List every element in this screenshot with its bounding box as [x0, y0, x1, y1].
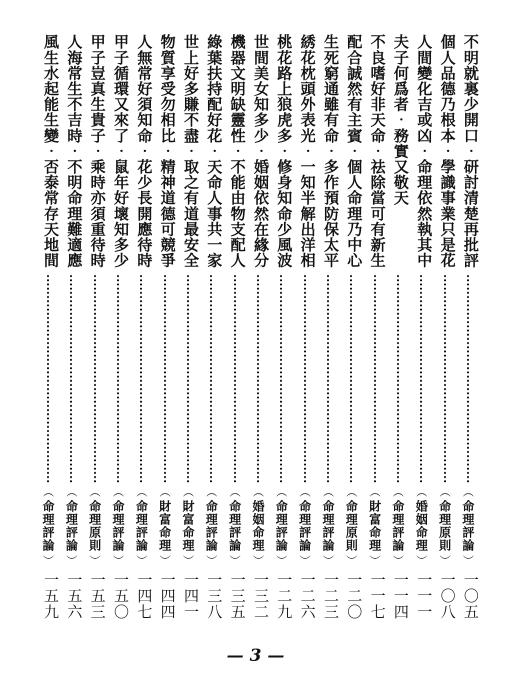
entry-page-number: 一二三: [321, 572, 340, 620]
dot-leader: [94, 274, 96, 484]
bracket-open: （: [461, 486, 475, 497]
bracket-close: ）: [158, 555, 172, 566]
entry-section: [155, 486, 175, 566]
bracket-open: （: [274, 486, 288, 497]
section-label: 財富命理: [367, 500, 382, 552]
dot-leader: [70, 274, 72, 484]
entry-section: [318, 486, 338, 566]
bracket-open: （: [204, 486, 218, 497]
section-label: 命理原則: [344, 500, 359, 552]
dot-leader: [397, 274, 399, 484]
entry-title: 不良嗜好非天命‧祛除當可有新生: [368, 34, 387, 268]
bracket-close: ）: [274, 555, 288, 566]
dot-leader: [350, 274, 352, 484]
entry-page-number: 一二〇: [345, 572, 364, 620]
entry-title: 個人品德乃根本‧學識事業只是花: [438, 34, 457, 268]
bracket-close: ）: [111, 555, 125, 566]
entry-section: [271, 486, 291, 566]
dot-leader: [140, 274, 142, 484]
bracket-close: ）: [41, 555, 55, 566]
section-label: 婚姻命理: [250, 500, 265, 552]
entry-section: [201, 486, 221, 566]
bracket-close: ）: [438, 555, 452, 566]
toc-entry[interactable]: [61, 34, 84, 620]
toc-entry[interactable]: [131, 34, 154, 620]
bracket-open: （: [181, 486, 195, 497]
toc-entry[interactable]: [435, 34, 457, 620]
entry-page-number: 一四七: [135, 572, 154, 620]
section-label: 命理評論: [390, 500, 405, 552]
entry-page-number: 一二九: [275, 572, 294, 620]
bracket-close: ）: [344, 555, 358, 566]
entry-title: 風生水起能生變‧否泰常存天地間: [42, 34, 60, 268]
entry-title: 世間美女知多少‧婚姻依然在緣分: [251, 34, 270, 268]
section-label: 命理評論: [274, 500, 289, 552]
entry-page-number: 一五六: [65, 572, 84, 620]
entry-page-number: 一四四: [158, 572, 177, 620]
bracket-close: ）: [88, 555, 102, 566]
bracket-open: （: [321, 486, 335, 497]
toc-entry[interactable]: [365, 34, 387, 620]
entry-title: 不明就裏少開口‧研討清楚再批評: [461, 34, 480, 268]
table-of-contents: [38, 34, 480, 620]
bracket-close: ）: [368, 555, 382, 566]
dot-leader: [467, 274, 469, 484]
entry-section: [131, 486, 151, 566]
bracket-close: ）: [298, 555, 312, 566]
toc-entry[interactable]: [201, 34, 224, 620]
entry-section: [341, 486, 361, 566]
entry-section: [38, 486, 58, 566]
entry-section: [61, 486, 81, 566]
dot-leader: [257, 274, 259, 484]
bracket-open: （: [368, 486, 382, 497]
dot-leader: [47, 274, 49, 484]
entry-title: 綠葉扶持配好花‧天命人事共一家: [205, 34, 224, 268]
entry-page-number: 一三八: [205, 572, 224, 620]
entry-title: 夫子何爲者‧務實又敬天: [391, 34, 410, 206]
dot-leader: [117, 274, 119, 484]
entry-title: 綉花枕頭外表光‧一知半解出洋相: [298, 34, 317, 268]
entry-section: [295, 486, 315, 566]
section-label: 命理評論: [297, 500, 312, 552]
toc-entry[interactable]: [458, 34, 480, 620]
section-label: 命理評論: [64, 500, 79, 552]
bracket-open: （: [414, 486, 428, 497]
toc-entry[interactable]: [341, 34, 364, 620]
bracket-open: （: [344, 486, 358, 497]
section-label: 命理原則: [87, 500, 102, 552]
section-label: 財富命理: [180, 500, 195, 552]
section-label: 命理評論: [204, 500, 219, 552]
bracket-close: ）: [251, 555, 265, 566]
toc-entry[interactable]: [271, 34, 294, 620]
bracket-open: （: [438, 486, 452, 497]
bracket-close: ）: [391, 555, 405, 566]
entry-title: 甲子循環又來了‧鼠年好壞知多少: [111, 34, 130, 268]
toc-entry[interactable]: [295, 34, 317, 620]
toc-entry[interactable]: [108, 34, 130, 620]
entry-page-number: 一三五: [228, 572, 247, 620]
section-label: 命理評論: [460, 500, 475, 552]
entry-page-number: 一五〇: [111, 572, 130, 620]
entry-section: [411, 486, 431, 566]
entry-title: 生死窮通雖有命‧多作預防保太平: [321, 34, 340, 268]
section-label: 命理評論: [110, 500, 125, 552]
entry-title: 世上好多賺不盡‧取之有道最安全: [181, 34, 200, 268]
entry-section: [108, 486, 128, 566]
bracket-open: （: [64, 486, 78, 497]
dot-leader: [374, 274, 376, 484]
dot-leader: [444, 274, 446, 484]
dot-leader: [420, 274, 422, 484]
bracket-open: （: [251, 486, 265, 497]
toc-entry[interactable]: [85, 34, 107, 620]
entry-page-number: 一一七: [368, 572, 387, 620]
bracket-open: （: [88, 486, 102, 497]
bracket-open: （: [158, 486, 172, 497]
toc-entry[interactable]: [388, 34, 410, 620]
entry-section: [225, 486, 245, 566]
bracket-close: ）: [461, 555, 475, 566]
entry-page-number: 一〇五: [461, 572, 480, 620]
entry-page-number: 一一四: [391, 572, 410, 620]
dot-leader: [280, 274, 282, 484]
entry-section: [365, 486, 385, 566]
entry-page-number: 一五三: [88, 572, 107, 620]
entry-page-number: 一四一: [181, 572, 200, 620]
bracket-open: （: [134, 486, 148, 497]
bracket-open: （: [298, 486, 312, 497]
bracket-close: ）: [228, 555, 242, 566]
entry-title: 物質享受勿相比‧精神道德可競爭: [158, 34, 177, 268]
bracket-open: （: [391, 486, 405, 497]
entry-page-number: 一一一: [415, 572, 434, 620]
dot-leader: [210, 274, 212, 484]
bracket-close: ）: [134, 555, 148, 566]
section-label: 命理評論: [227, 500, 242, 552]
bracket-close: ）: [181, 555, 195, 566]
bracket-close: ）: [414, 555, 428, 566]
section-label: 命理評論: [320, 500, 335, 552]
entry-section: [388, 486, 408, 566]
toc-entry[interactable]: [178, 34, 200, 620]
toc-entry[interactable]: [411, 34, 434, 620]
bracket-open: （: [228, 486, 242, 497]
dot-leader: [304, 274, 306, 484]
dot-leader: [327, 274, 329, 484]
entry-section: [178, 486, 198, 566]
section-label: 婚姻命理: [414, 500, 429, 552]
bracket-open: （: [111, 486, 125, 497]
entry-title: 甲子豈真生貴子‧乘時亦須重待時: [88, 34, 107, 268]
entry-title: 人無常好須知命‧花少長開應待時: [135, 34, 154, 268]
dot-leader: [187, 274, 189, 484]
bracket-close: ）: [64, 555, 78, 566]
entry-page-number: 一〇八: [438, 572, 457, 620]
entry-section: [248, 486, 268, 566]
entry-page-number: 一二六: [298, 572, 317, 620]
entry-title: 機器文明缺靈性‧不能由物支配人: [228, 34, 247, 268]
bracket-open: （: [41, 486, 55, 497]
toc-entry[interactable]: [38, 34, 60, 620]
dot-leader: [164, 274, 166, 484]
bracket-close: ）: [321, 555, 335, 566]
toc-entry[interactable]: [248, 34, 270, 620]
section-label: 財富命理: [157, 500, 172, 552]
section-label: 命理評論: [134, 500, 149, 552]
toc-entry[interactable]: [225, 34, 247, 620]
toc-entry[interactable]: [318, 34, 340, 620]
entry-title: 配合誠然有主賓‧個人命理乃中心: [345, 34, 364, 268]
section-label: 命理評論: [41, 500, 55, 552]
dot-leader: [234, 274, 236, 484]
entry-section: [85, 486, 105, 566]
section-label: 命理原則: [437, 500, 452, 552]
toc-entry[interactable]: [155, 34, 177, 620]
entry-title: 人海常生不吉時‧不明命理難適應: [65, 34, 84, 268]
entry-section: [458, 486, 478, 566]
entry-section: [435, 486, 455, 566]
entry-title: 桃花路上狼虎多‧修身知命少風波: [275, 34, 294, 268]
entry-page-number: 一三二: [251, 572, 270, 620]
entry-page-number: 一五九: [42, 572, 60, 620]
bracket-close: ）: [204, 555, 218, 566]
entry-title: 人間變化吉或凶‧命理依然執其中: [415, 34, 434, 268]
page-number-footer: — 3 —: [226, 646, 285, 666]
